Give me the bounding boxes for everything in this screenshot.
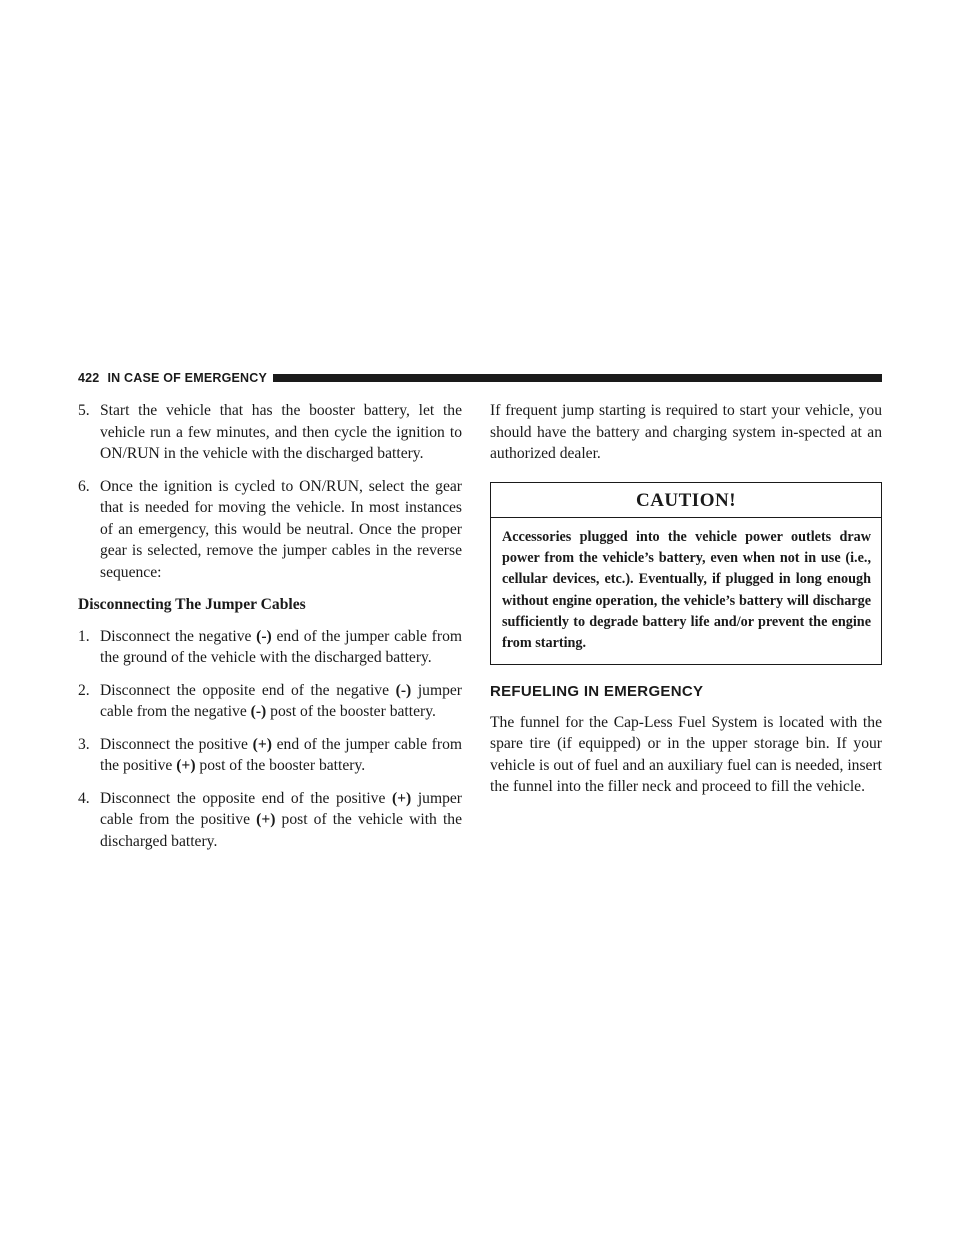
caution-text: Accessories plugged into the vehicle power outlets draw power from the vehicle’s battery, even when not in use (i.e., cellular devices, etc.). Eventually, if plugged in long enough without engine operation, the vehicle’s battery will discharge sufficiently to degrade battery life and/or prevent the engine from starting. — [502, 529, 871, 652]
header-rule — [273, 374, 882, 382]
page-header — [78, 368, 882, 388]
refueling-text: The funnel for the Cap-Less Fuel System is located with the spare tire (if equipped) or in the upper storage bin. If your vehicle is out of fuel and an auxiliary fuel can is needed, insert the funnel into the filler neck and proceed to fill the vehicle. — [490, 713, 882, 796]
section-title: IN CASE OF EMERGENCY — [107, 371, 268, 385]
step-5: 5. Start the vehicle that has the booster battery, let the vehicle run a few minutes, and then cycle the ignition to ON/RUN in the vehicle with the discharged battery. — [78, 402, 462, 462]
header-label — [78, 371, 267, 385]
disconnect-step-4: 4. Disconnect the opposite end of the positive (+) jumper cable from the positive (+) post of the vehicle with the discharged battery. — [78, 789, 462, 850]
jump-start-note: If frequent jump starting is required to start your vehicle, you should have the battery and charging system in-spected at an authorized dealer. — [490, 402, 882, 462]
section-heading-refueling: REFUELING IN EMERGENCY — [490, 683, 704, 701]
page-number: 422 — [78, 371, 100, 385]
right-column — [490, 400, 882, 798]
disconnect-step-3: 3. Disconnect the positive (+) end of the jumper cable from the positive (+) post of the booster battery. — [78, 735, 462, 774]
subheading-disconnecting: Disconnecting The Jumper Cables — [78, 596, 306, 613]
step-6: 6. Once the ignition is cycled to ON/RUN, select the gear that is needed for moving the vehicle. In most instances of an emergency, this would be neutral. Once the proper gear is selected, remove the jumper cables in the reverse sequence: — [78, 477, 462, 581]
caution-title: CAUTION! — [491, 483, 881, 519]
disconnect-step-2: 2. Disconnect the opposite end of the negative (-) jumper cable from the negative (-) post of the booster battery. — [78, 681, 462, 720]
left-column — [78, 400, 462, 863]
caution-box — [490, 482, 882, 666]
disconnect-step-1: 1. Disconnect the negative (-) end of the jumper cable from the ground of the vehicle with the discharged battery. — [78, 627, 462, 666]
